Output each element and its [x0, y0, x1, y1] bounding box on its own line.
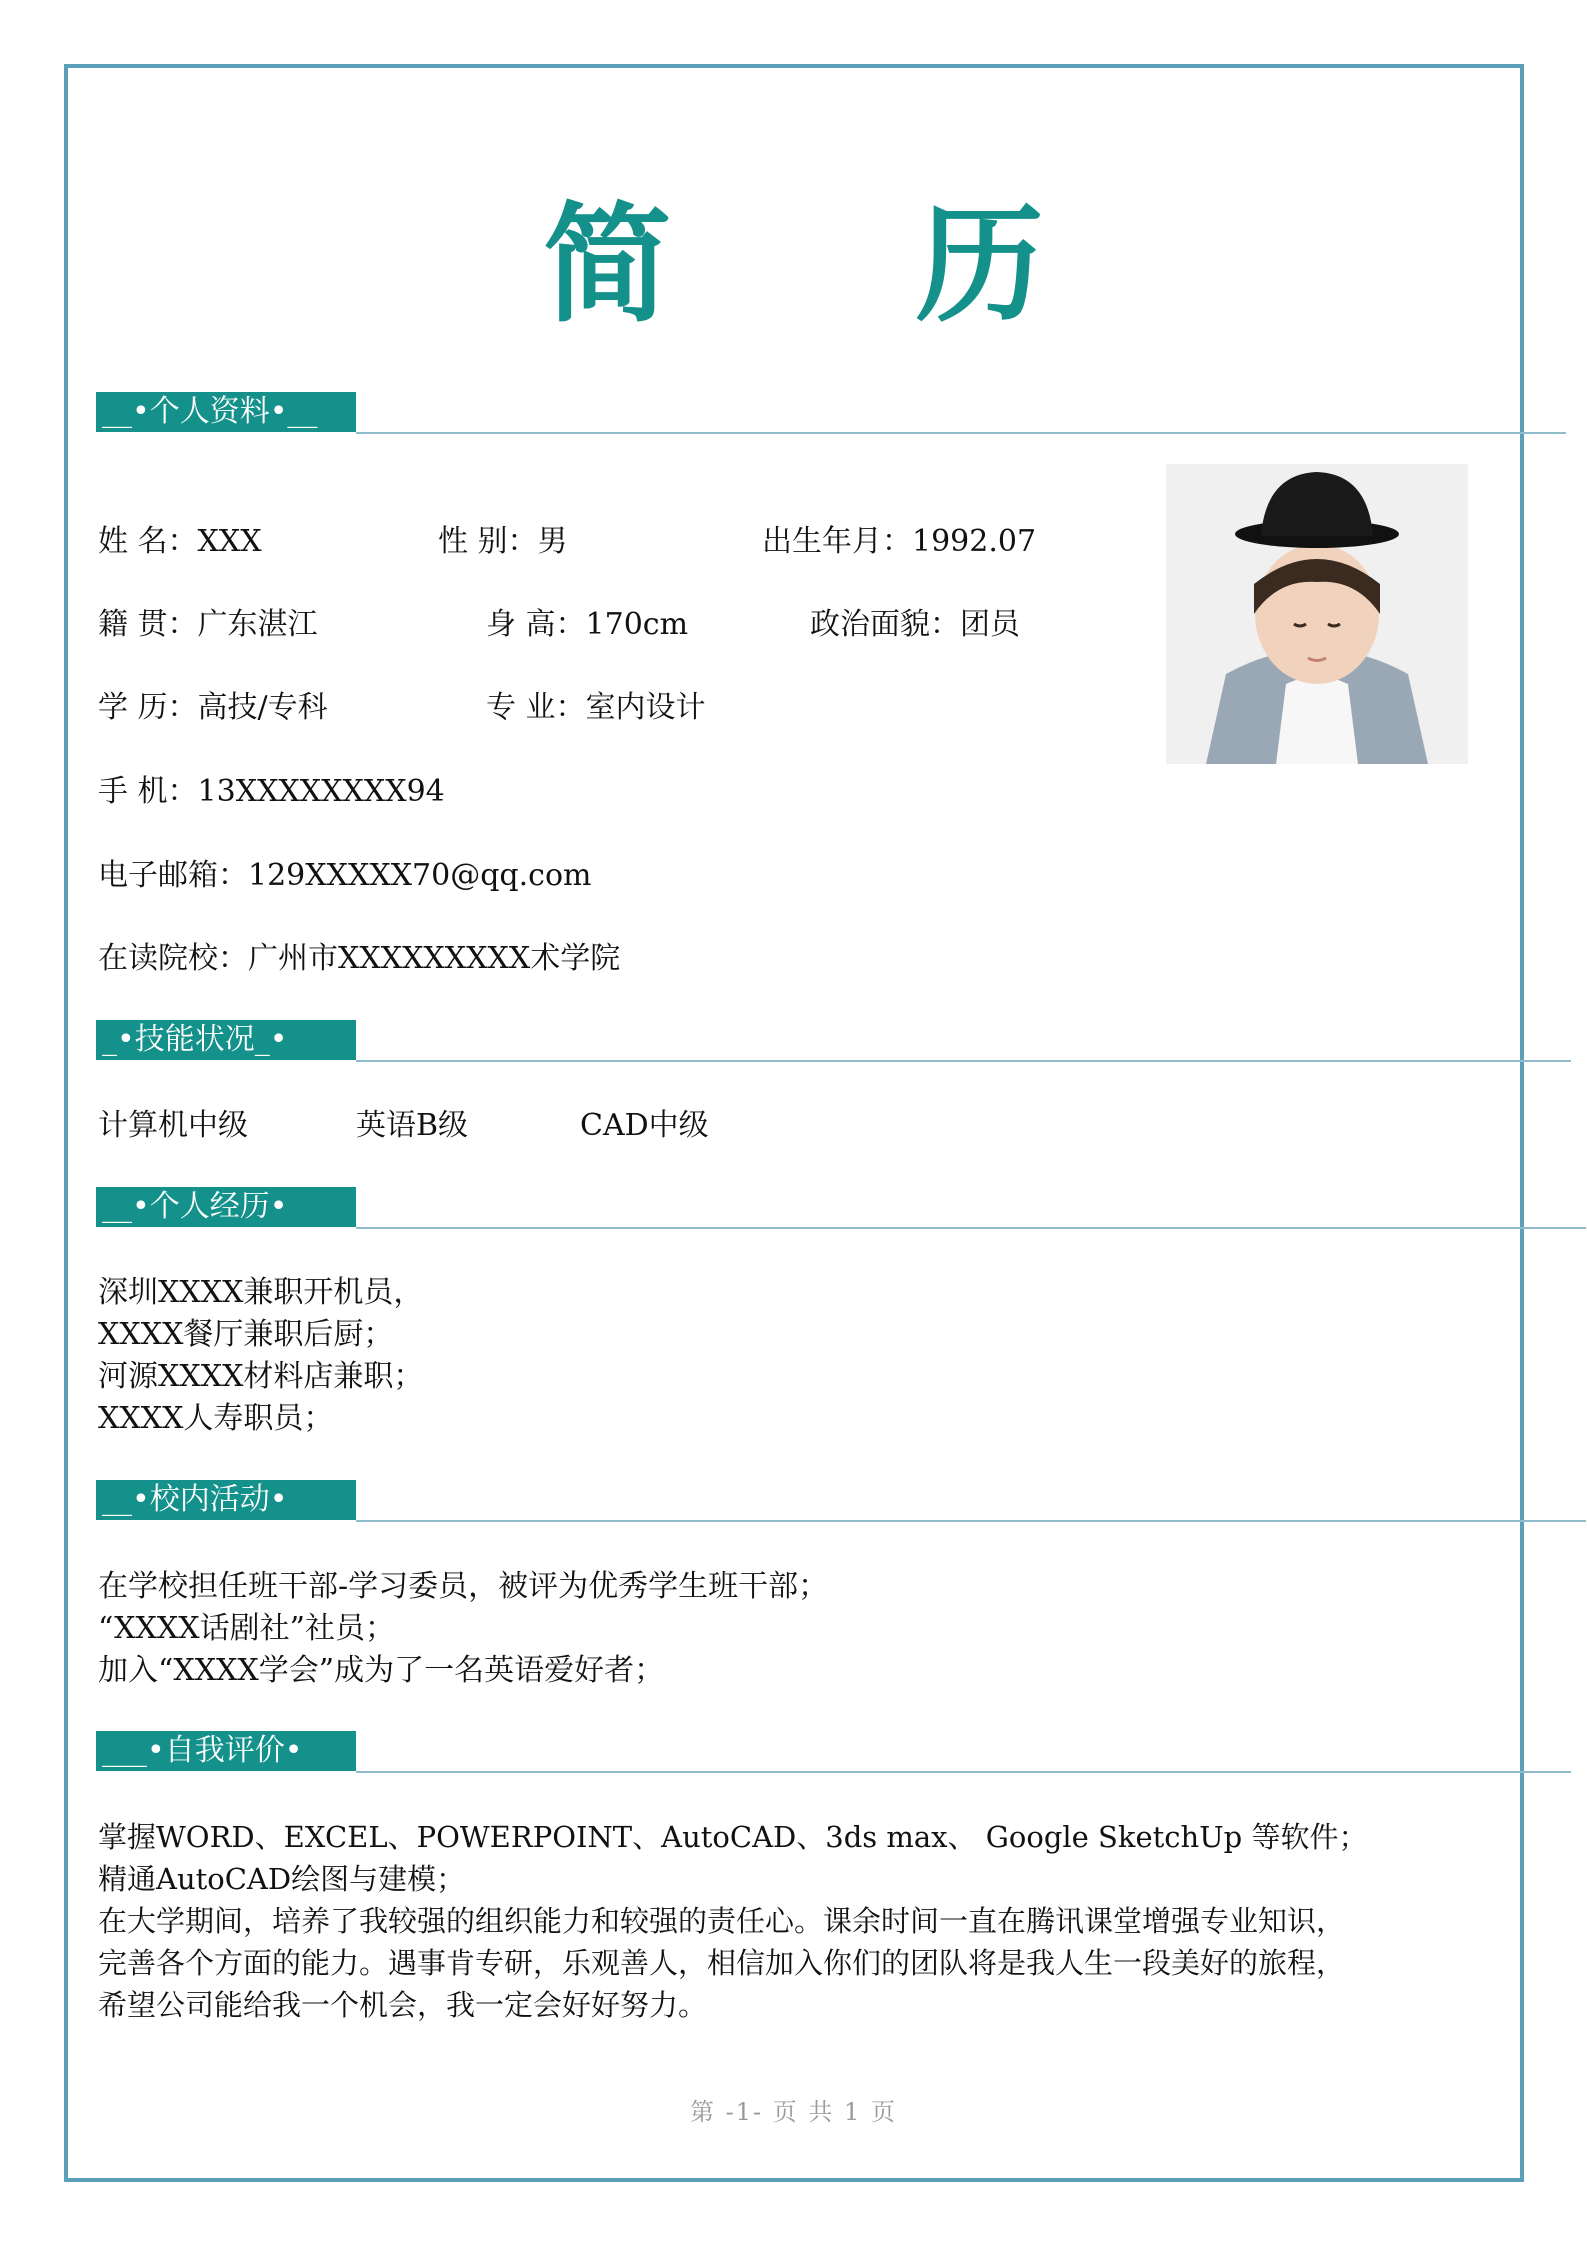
profile-photo [1166, 464, 1468, 764]
self-evaluation [98, 1816, 1367, 2026]
field-phone: 手 机：13XXXXXXXX94 [98, 774, 445, 809]
section-label: __•个人经历• [96, 1187, 356, 1227]
section-rule [356, 1520, 1586, 1522]
experience-item: 深圳XXXX兼职开机员， [98, 1275, 424, 1310]
field-school: 在读院校：广州市XXXXXXXXX术学院 [98, 941, 621, 976]
section-rule [356, 1060, 1571, 1062]
portrait-image [1166, 464, 1468, 764]
self-line: 希望公司能给我一个机会，我一定会好好努力。 [98, 1988, 708, 2022]
section-label: __•个人资料•__ [96, 392, 356, 432]
skill-item: CAD中级 [580, 1108, 709, 1143]
field-name: 姓 名：XXX [98, 524, 262, 559]
skill-item: 英语B级 [356, 1108, 469, 1143]
experience-item: XXXX餐厅兼职后厨； [98, 1317, 394, 1352]
section-label: ___•自我评价• [96, 1731, 356, 1771]
field-height: 身 高：170cm [486, 607, 689, 642]
self-line: 完善各个方面的能力。遇事肯专研，乐观善人，相信加入你们的团队将是我人生一段美好的旅程， [98, 1946, 1346, 1980]
experience-item: XXXX人寿职员； [98, 1401, 334, 1436]
self-line: 掌握WORD、EXCEL、POWERPOINT、AutoCAD、3ds max、 Google SketchUp 等软件； [98, 1820, 1368, 1854]
field-birth: 出生年月：1992.07 [762, 524, 1037, 559]
campus-item: 加入“XXXX学会”成为了一名英语爱好者； [98, 1653, 665, 1688]
self-line: 在大学期间，培养了我较强的组织能力和较强的责任心。课余时间一直在腾讯课堂增强专业知识， [98, 1904, 1346, 1938]
field-origin: 籍 贯：广东湛江 [98, 607, 318, 642]
field-email: 电子邮箱：129XXXXX70@qq.com [98, 858, 592, 893]
section-rule [356, 1771, 1571, 1773]
experience-item: 河源XXXX材料店兼职； [98, 1359, 424, 1394]
field-education: 学 历：高技/专科 [98, 690, 328, 725]
campus-list [98, 1566, 828, 1692]
experience-list [98, 1272, 423, 1440]
skill-item: 计算机中级 [98, 1108, 248, 1143]
field-major: 专 业：室内设计 [486, 690, 706, 725]
section-label: _•技能状况_• [96, 1020, 356, 1060]
field-political: 政治面貌：团员 [810, 607, 1020, 642]
resume-title: 简 历 [543, 190, 1144, 340]
section-rule [356, 1227, 1586, 1229]
page-footer: 第 -1- 页 共 1 页 [690, 2098, 897, 2126]
section-label: __•校内活动• [96, 1480, 356, 1520]
self-line: 精通AutoCAD绘图与建模； [98, 1862, 466, 1896]
campus-item: “XXXX话剧社”社员； [98, 1611, 395, 1646]
field-gender: 性 别：男 [438, 524, 568, 559]
section-rule [356, 432, 1566, 434]
campus-item: 在学校担任班干部-学习委员，被评为优秀学生班干部； [98, 1569, 829, 1604]
